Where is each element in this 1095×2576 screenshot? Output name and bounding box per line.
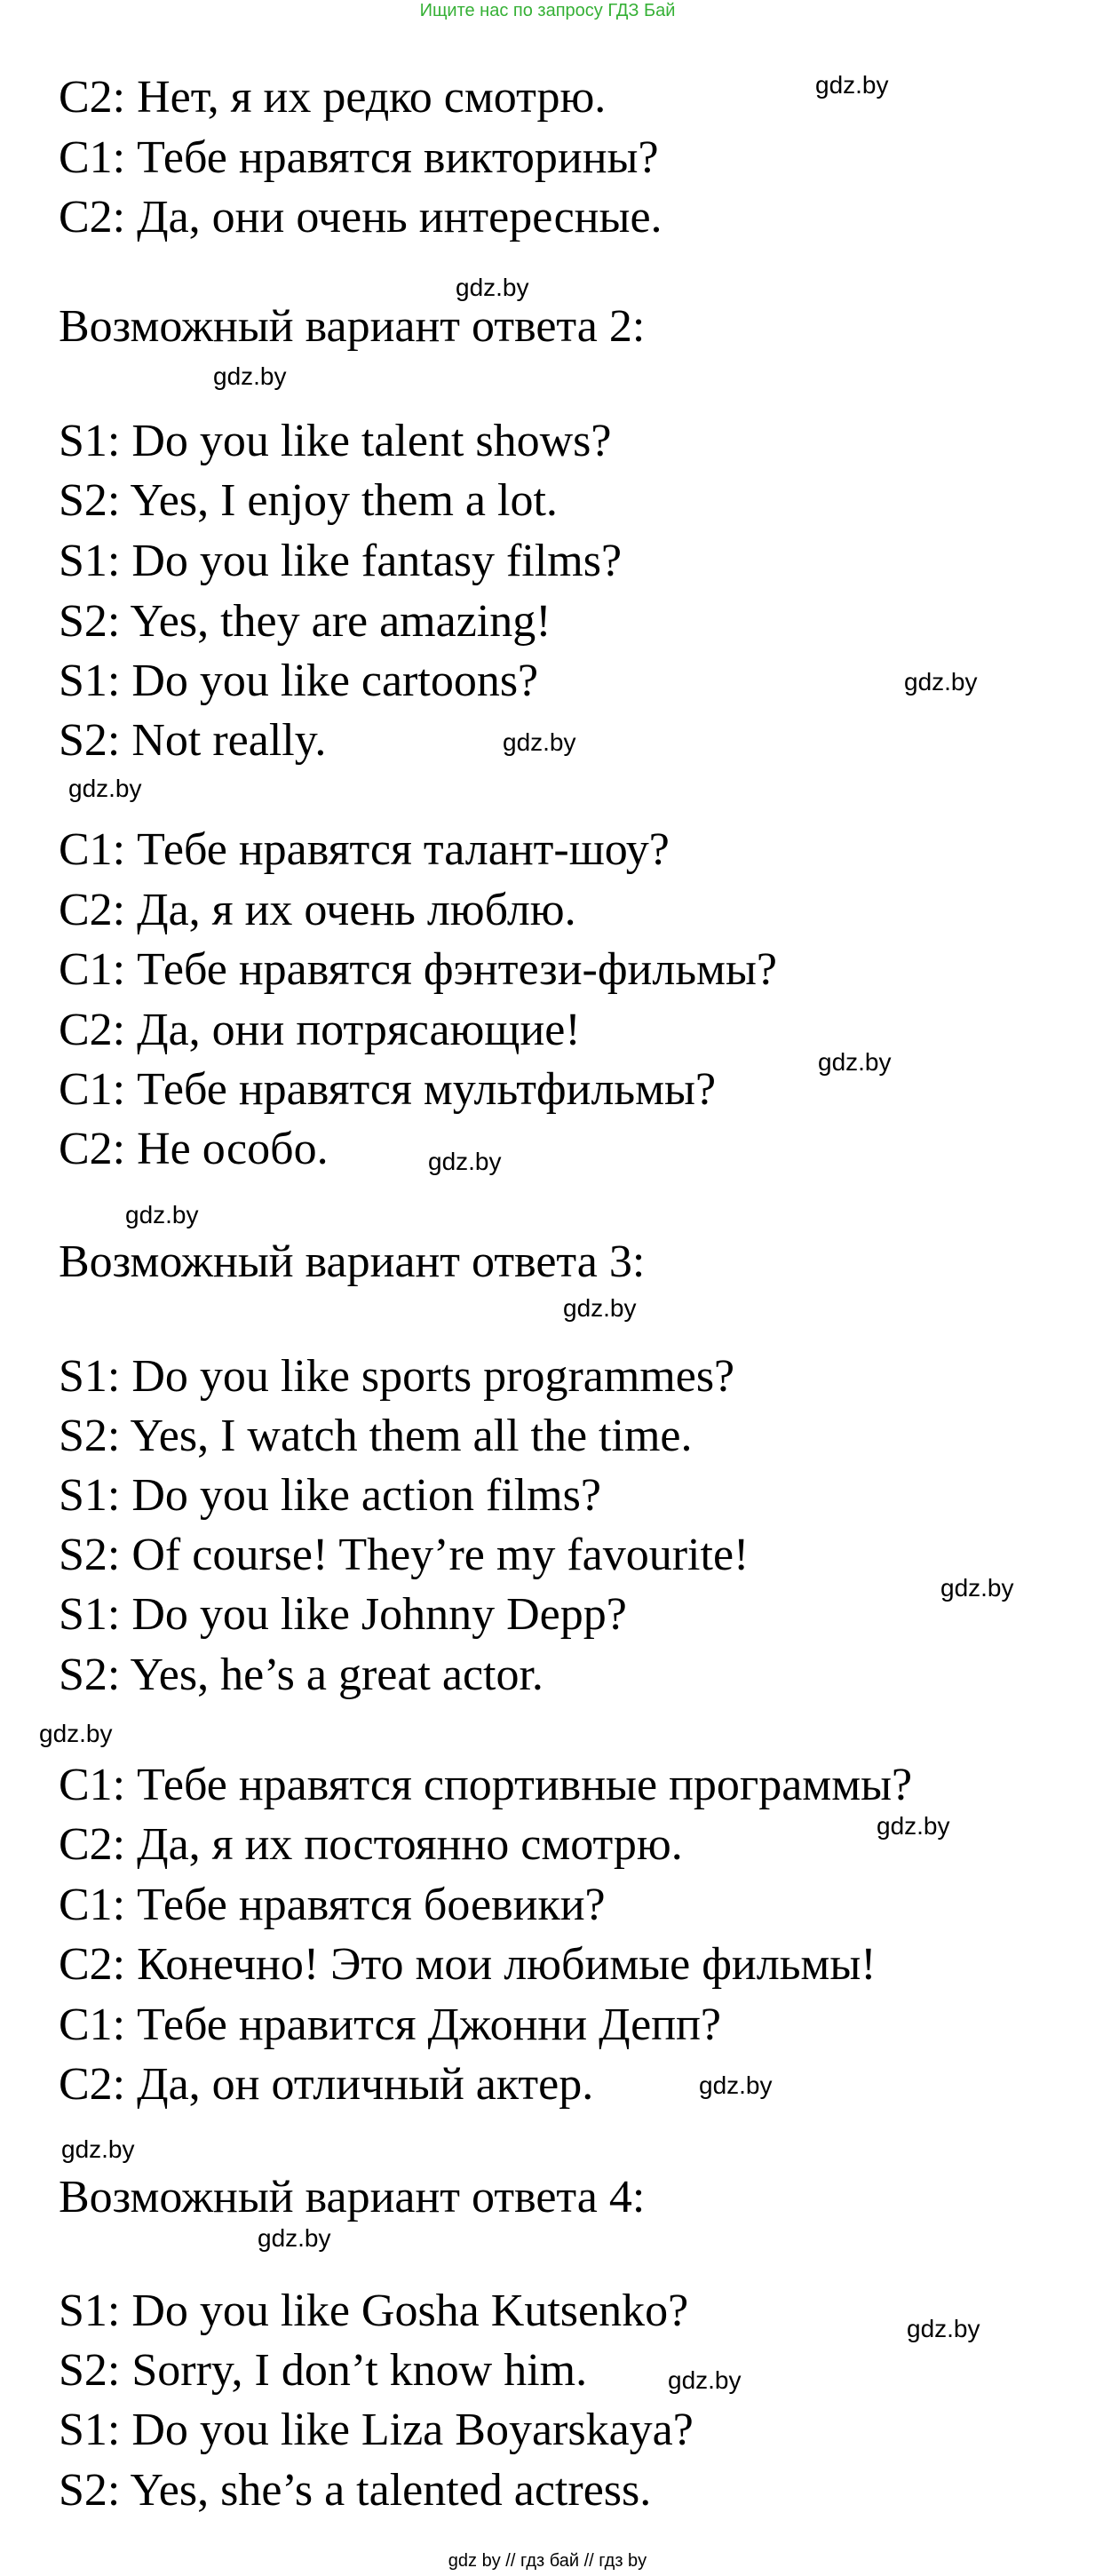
watermark: gdz.by <box>456 274 529 301</box>
text-line: C1: Тебе нравятся спортивные программы? <box>59 1760 913 1810</box>
text-line: S1: Do you like Johnny Depp? <box>59 1589 627 1640</box>
watermark: gdz.by <box>877 1812 950 1840</box>
section-heading-variant-3: Возможный вариант ответа 3: <box>59 1236 646 1287</box>
text-line: S2: Yes, he’s a great actor. <box>59 1650 544 1700</box>
text-line: C1: Тебе нравится Джонни Депп? <box>59 2000 722 2050</box>
text-line: S1: Do you like action films? <box>59 1470 601 1521</box>
text-line: S2: Yes, I enjoy them a lot. <box>59 475 558 526</box>
watermark: gdz.by <box>39 1720 113 1747</box>
text-line: C2: Не особо. <box>59 1124 329 1174</box>
text-line: S1: Do you like talent shows? <box>59 416 612 466</box>
watermark: gdz.by <box>940 1574 1014 1602</box>
watermark: gdz.by <box>668 2366 742 2394</box>
watermark: gdz.by <box>428 1148 502 1175</box>
watermark: gdz.by <box>213 362 287 390</box>
text-line: C2: Да, я их очень люблю. <box>59 885 576 935</box>
text-line: C1: Тебе нравятся боевики? <box>59 1880 606 1930</box>
text-line: C1: Тебе нравятся викторины? <box>59 132 659 183</box>
watermark: gdz.by <box>68 775 142 802</box>
section-heading-variant-4: Возможный вариант ответа 4: <box>59 2172 646 2222</box>
watermark: gdz.by <box>258 2224 331 2252</box>
text-line: S1: Do you like Liza Boyarskaya? <box>59 2405 694 2455</box>
text-line: S2: Of course! They’re my favourite! <box>59 1530 750 1580</box>
watermark: gdz.by <box>563 1294 637 1322</box>
watermark: gdz.by <box>503 728 576 756</box>
watermark: gdz.by <box>907 2315 980 2342</box>
watermark: gdz.by <box>818 1048 892 1076</box>
watermark: gdz.by <box>61 2135 135 2163</box>
watermark: gdz.by <box>699 2071 773 2099</box>
text-line: C2: Конечно! Это мои любимые фильмы! <box>59 1939 877 1990</box>
watermark: gdz.by <box>815 71 889 99</box>
footer-links[interactable]: gdz by // гдз бай // гдз by <box>448 2551 647 2571</box>
text-line: S1: Do you like cartoons? <box>59 656 539 706</box>
text-line: S2: Not really. <box>59 715 327 766</box>
text-line: S2: Sorry, I don’t know him. <box>59 2345 588 2396</box>
text-line: S1: Do you like fantasy films? <box>59 536 623 586</box>
text-line: S1: Do you like Gosha Kutsenko? <box>59 2286 689 2336</box>
text-line: C2: Нет, я их редко смотрю. <box>59 72 607 123</box>
header-search-link[interactable]: Ищите нас по запросу ГДЗ Бай <box>419 1 676 20</box>
text-line: S2: Yes, I watch them all the time. <box>59 1411 693 1461</box>
section-heading-variant-2: Возможный вариант ответа 2: <box>59 301 646 352</box>
text-line: C2: Да, они потрясающие! <box>59 1005 581 1055</box>
text-line: C2: Да, он отличный актер. <box>59 2059 594 2110</box>
text-line: S1: Do you like sports programmes? <box>59 1351 735 1402</box>
text-line: S2: Yes, they are amazing! <box>59 596 551 647</box>
watermark: gdz.by <box>904 668 978 696</box>
text-line: C1: Тебе нравятся мультфильмы? <box>59 1064 717 1115</box>
text-line: C1: Тебе нравятся талант-шоу? <box>59 824 670 875</box>
text-line: C2: Да, я их постоянно смотрю. <box>59 1819 683 1870</box>
text-line: C2: Да, они очень интересные. <box>59 192 663 242</box>
watermark: gdz.by <box>125 1201 199 1228</box>
text-line: C1: Тебе нравятся фэнтези-фильмы? <box>59 944 777 995</box>
text-line: S2: Yes, she’s a talented actress. <box>59 2465 652 2516</box>
